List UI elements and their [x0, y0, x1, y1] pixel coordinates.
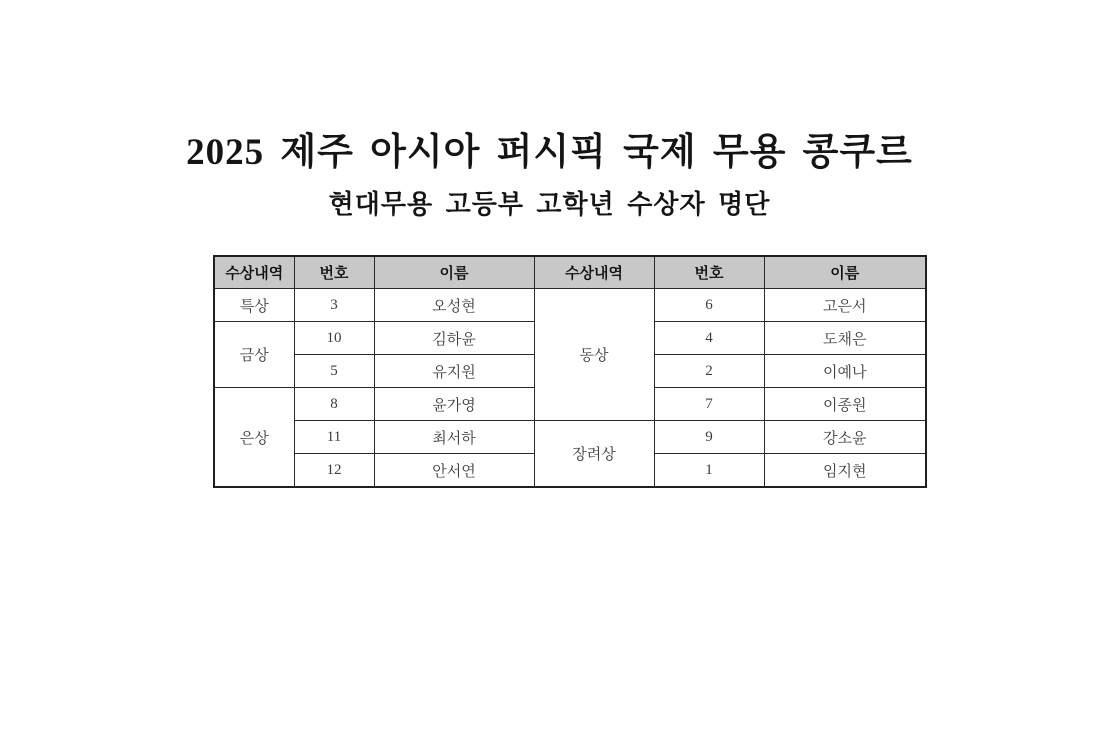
header-cell-name-right: 이름: [764, 256, 926, 289]
number-cell: 8: [294, 388, 374, 421]
name-cell: 이예나: [764, 355, 926, 388]
number-cell: 3: [294, 289, 374, 322]
number-cell: 6: [654, 289, 764, 322]
award-cell: 특상: [214, 289, 294, 322]
table-row: [214, 421, 926, 454]
name-cell: 임지현: [764, 454, 926, 488]
name-cell: 김하윤: [374, 322, 534, 355]
header-cell-number-left: 번호: [294, 256, 374, 289]
number-cell: 9: [654, 421, 764, 454]
header-cell-name-left: 이름: [374, 256, 534, 289]
number-cell: 5: [294, 355, 374, 388]
name-cell: 도채은: [764, 322, 926, 355]
name-cell: 강소윤: [764, 421, 926, 454]
header-cell-award-left: 수상내역: [214, 256, 294, 289]
name-cell: 고은서: [764, 289, 926, 322]
header-cell-number-right: 번호: [654, 256, 764, 289]
name-cell: 최서하: [374, 421, 534, 454]
number-cell: 12: [294, 454, 374, 488]
number-cell: 2: [654, 355, 764, 388]
award-cell: 금상: [214, 322, 294, 388]
table-row: [214, 289, 926, 322]
name-cell: 윤가영: [374, 388, 534, 421]
name-cell: 이종원: [764, 388, 926, 421]
winners-table: [213, 255, 927, 488]
page-subtitle: 현대무용 고등부 고학년 수상자 명단: [328, 190, 771, 219]
number-cell: 1: [654, 454, 764, 488]
number-cell: 11: [294, 421, 374, 454]
award-cell: 은상: [214, 388, 294, 488]
number-cell: 10: [294, 322, 374, 355]
header-cell-award-right: 수상내역: [534, 256, 654, 289]
page-title: 2025 제주 아시아 퍼시픽 국제 무용 콩쿠르: [186, 132, 913, 173]
name-cell: 유지원: [374, 355, 534, 388]
number-cell: 7: [654, 388, 764, 421]
header-row: [214, 256, 926, 289]
name-cell: 오성현: [374, 289, 534, 322]
award-cell: 동상: [534, 289, 654, 421]
name-cell: 안서연: [374, 454, 534, 488]
number-cell: 4: [654, 322, 764, 355]
award-cell: 장려상: [534, 421, 654, 488]
